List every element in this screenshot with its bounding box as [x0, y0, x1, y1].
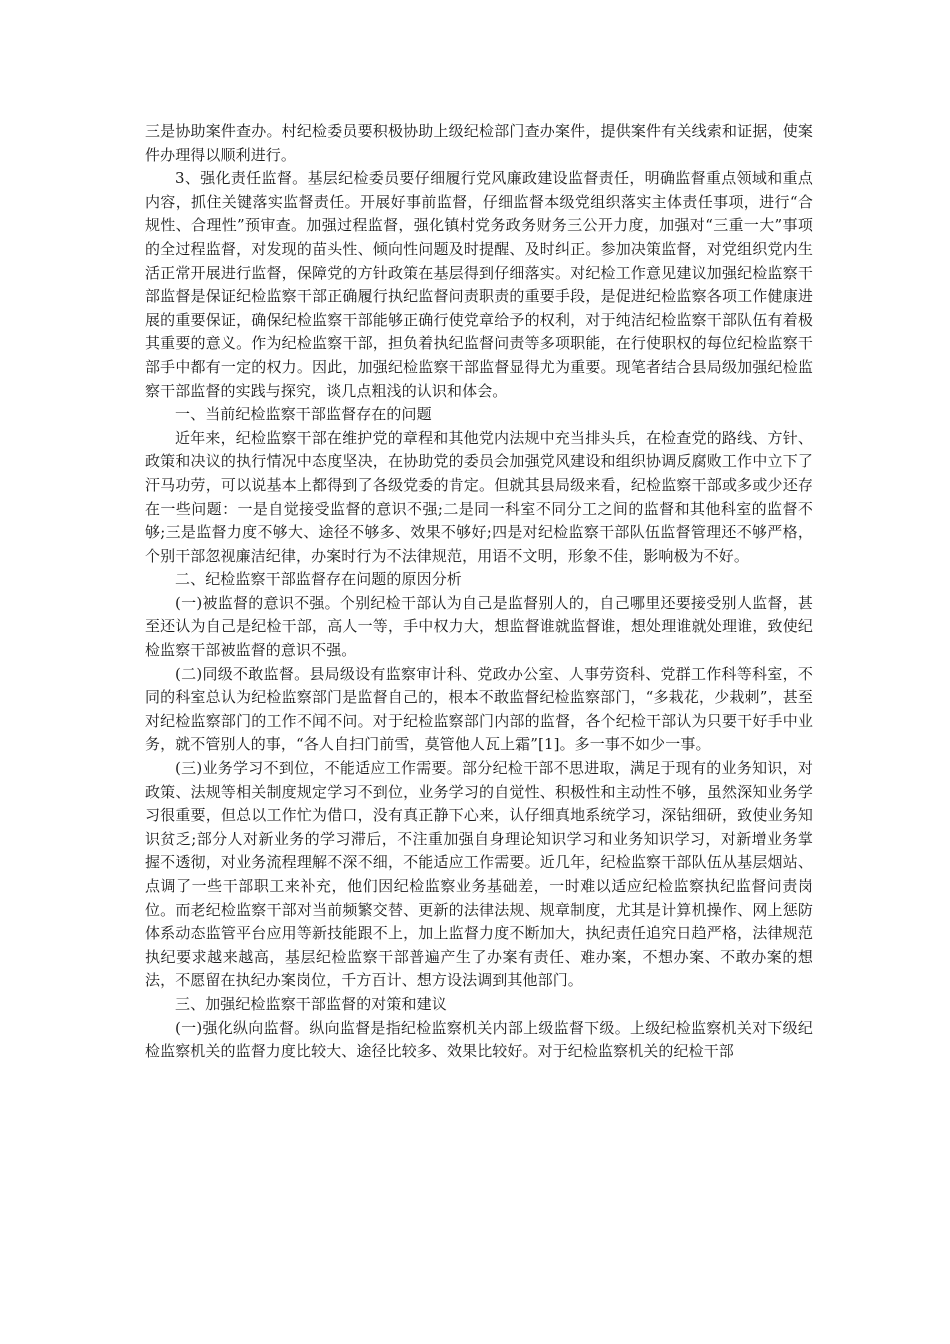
paragraph-cause-3: (三)业务学习不到位，不能适应工作需要。部分纪检干部不思进取，满足于现有的业务知识，对政策、法规等相关制度规定学习不到位，业务学习的自觉性、积极性和主动性不够，虽然深知业务学习很重要，但总以工作忙为借口，没有真正静下心来，认仔细真地系统学习，深钻细研，致使业务知识贫乏;部分人对新业务的学习滞后，不注重加强自身理论知识学习和业务知识学习，对新增业务掌握不透彻，对业务流程理解不深不细，不能适应工作需要。近几年，纪检监察干部队伍从基层烟站、点调了一些干部职工来补充，他们因纪检监察业务基础差，一时难以适应纪检监察执纪监督问责岗位。而老纪检监察干部对当前频繁交替、更新的法律法规、规章制度，尤其是计算机操作、网上惩防体系动态监管平台应用等新技能跟不上，加上监督力度不断加大，执纪责任追究日趋严格，法律规范执纪要求越来越高，基层纪检监察干部普遍产生了办案有责任、难办案，不想办案、不敢办案的想法，不愿留在执纪办案岗位，千方百计、想方设法调到其他部门。	[145, 759, 813, 990]
document-body	[145, 120, 813, 1064]
paragraph-current-problems: 近年来，纪检监察干部在维护党的章程和其他党内法规中充当排头兵，在检查党的路线、方针、政策和决议的执行情况中态度坚决，在协助党的委员会加强党风建设和组织协调反腐败工作中立下了汗马功劳，可以说基本上都得到了各级党委的肯定。但就其县局级来看，纪检监察干部或多或少还存在一些问题：一是自觉接受监督的意识不强;二是同一科室不同分工之间的监督和其他科室的监督不够;三是监督力度不够大、途径不够多、效果不够好;四是对纪检监察干部队伍监督管理还不够严格，个别干部忽视廉洁纪律，办案时行为不法律规范，用语不文明，形象不佳，影响极为不好。	[145, 428, 813, 565]
paragraph-responsibility-supervision: 3、强化责任监督。基层纪检委员要仔细履行党风廉政建设监督责任，明确监督重点领域和重点内容，抓住关键落实监督责任。开展好事前监督，仔细监督本级党组织落实主体责任事项，进行“合规性、合理性”预审查。加强过程监督，强化镇村党务政务财务三公开力度，加强对“三重一大”事项的全过程监督，对发现的苗头性、倾向性问题及时提醒、及时纠正。参加决策监督，对党组织党内生活正常开展进行监督，保障党的方针政策在基层得到仔细落实。对纪检工作意见建议加强纪检监察干部监督是保证纪检监察干部正确履行执纪监督问责职责的重要手段，是促进纪检监察各项工作健康进展的重要保证，确保纪检监察干部能够正确行使党章给予的权利，对于纯洁纪检监察干部队伍有着极其重要的意义。作为纪检监察干部，担负着执纪监督问责等多项职能，在行使职权的每位纪检监察干部手中都有一定的权力。因此，加强纪检监察干部监督显得尤为重要。现笔者结合县局级加强纪检监察干部监督的实践与探究，谈几点粗浅的认识和体会。	[145, 169, 813, 400]
paragraph-cause-2: (二)同级不敢监督。县局级设有监察审计科、党政办公室、人事劳资科、党群工作科等科室，不同的科室总认为纪检监察部门是监督自己的，根本不敢监督纪检监察部门，“多栽花，少栽刺”，甚至对纪检监察部门的工作不闻不问。对于纪检监察部门内部的监督，各个纪检干部认为只要干好手中业务，就不管别人的事，“各人自扫门前雪，莫管他人瓦上霜”[1]。多一事不如少一事。	[145, 664, 813, 754]
section-heading-2: 二、纪检监察干部监督存在问题的原因分析	[175, 570, 462, 589]
paragraph-intro: 三是协助案件查办。村纪检委员要积极协助上级纪检部门查办案件，提供案件有关线索和证据，使案件办理得以顺利进行。	[145, 122, 813, 164]
section-heading-3: 三、加强纪检监察干部监督的对策和建议	[175, 994, 447, 1013]
paragraph-countermeasure-1: (一)强化纵向监督。纵向监督是指纪检监察机关内部上级监督下级。上级纪检监察机关对下级纪检监察机关的监督力度比较大、途径比较多、效果比较好。对于纪检监察机关的纪检干部	[145, 1018, 813, 1061]
section-heading-1: 一、当前纪检监察干部监督存在的问题	[175, 405, 432, 424]
paragraph-cause-1: (一)被监督的意识不强。个别纪检干部认为自己是监督别人的，自己哪里还要接受别人监督，甚至还认为自己是纪检干部，高人一等，手中权力大，想监督谁就监督谁，想处理谁就处理谁，致使纪检监察干部被监督的意识不强。	[145, 593, 813, 660]
